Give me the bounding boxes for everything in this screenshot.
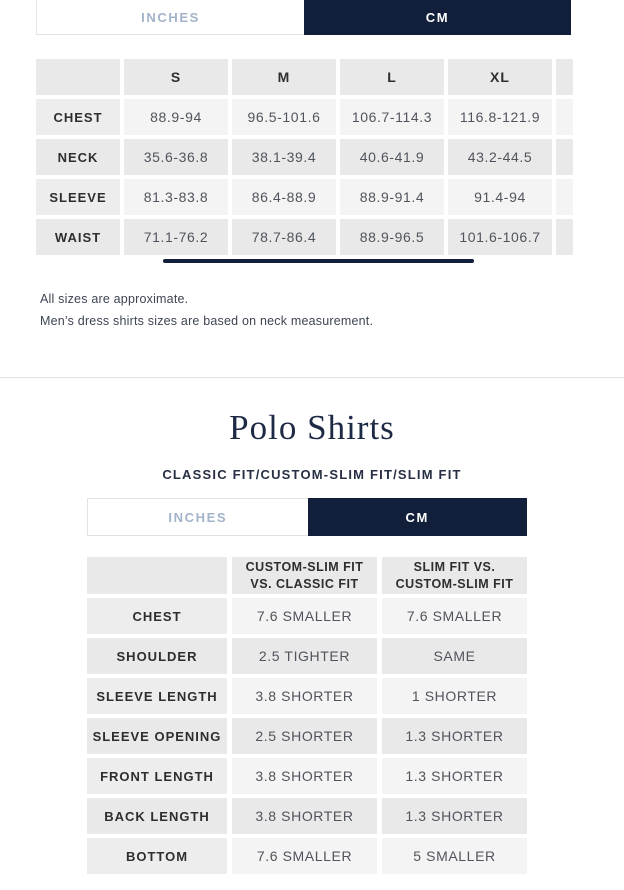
size-value: 81.3-83.8: [124, 179, 228, 215]
fit-value: 1.3 SHORTER: [382, 718, 527, 754]
size-value: 78.7-86.4: [232, 219, 336, 255]
row-label: CHEST: [36, 99, 120, 135]
row-label: WAIST: [36, 219, 120, 255]
fit-col-header-line2: CUSTOM-SLIM FIT: [395, 576, 514, 591]
corner-cell: [87, 557, 227, 594]
fit-value: SAME: [382, 638, 527, 674]
tab-cm[interactable]: [304, 0, 571, 35]
fit-value: 7.6 SMALLER: [232, 598, 377, 634]
size-col-header: M: [232, 59, 336, 95]
size-col-header: L: [340, 59, 444, 95]
size-value: 116.8-121.9: [448, 99, 552, 135]
size-value: 43.2-44.5: [448, 139, 552, 175]
polo-unit-tabs: [87, 498, 527, 536]
size-value: 86.4-88.9: [232, 179, 336, 215]
row-label: NECK: [36, 139, 120, 175]
fit-value: 7.6 SMALLER: [382, 598, 527, 634]
size-value: 88.9-96.5: [340, 219, 444, 255]
row-label: CHEST: [87, 598, 227, 634]
clipped-cell: [556, 99, 573, 135]
dress-shirts-size-table: [36, 59, 573, 256]
size-value: 106.7-114.3: [340, 99, 444, 135]
fit-value: 3.8 SHORTER: [232, 798, 377, 834]
fit-col-header: [382, 557, 527, 594]
size-value: 88.9-94: [124, 99, 228, 135]
size-value: 91.4-94: [448, 179, 552, 215]
tab-cm-label: CM: [425, 10, 450, 25]
note-sizes-approximate: All sizes are approximate.: [40, 292, 189, 306]
size-value: 101.6-106.7: [448, 219, 552, 255]
row-label: BACK LENGTH: [87, 798, 227, 834]
clipped-cell: [556, 179, 573, 215]
fit-col-header-line2: VS. CLASSIC FIT: [250, 576, 359, 591]
clipped-col-header: [556, 59, 573, 95]
row-label: SLEEVE LENGTH: [87, 678, 227, 714]
tab-inches[interactable]: [36, 0, 304, 35]
clipped-cell: [556, 139, 573, 175]
fit-value: 2.5 TIGHTER: [232, 638, 377, 674]
note-neck-measurement: Men’s dress shirts sizes are based on neck measurement.: [40, 314, 374, 328]
row-label: FRONT LENGTH: [87, 758, 227, 794]
polo-fits-subtitle: CLASSIC FIT/CUSTOM-SLIM FIT/SLIM FIT: [162, 467, 462, 482]
polo-fit-comparison-table: [87, 557, 527, 874]
fit-value: 1.3 SHORTER: [382, 798, 527, 834]
polo-shirts-title: Polo Shirts: [229, 408, 395, 447]
tab-inches[interactable]: [87, 498, 308, 536]
size-value: 88.9-91.4: [340, 179, 444, 215]
fit-value: 2.5 SHORTER: [232, 718, 377, 754]
size-value: 35.6-36.8: [124, 139, 228, 175]
fit-value: 1 SHORTER: [382, 678, 527, 714]
tab-inches-label: INCHES: [168, 509, 228, 525]
size-value: 96.5-101.6: [232, 99, 336, 135]
row-label: SLEEVE OPENING: [87, 718, 227, 754]
row-label: SHOULDER: [87, 638, 227, 674]
section-divider: [0, 377, 624, 378]
fit-col-header-line1: CUSTOM-SLIM FIT: [245, 560, 364, 575]
size-value: 40.6-41.9: [340, 139, 444, 175]
corner-cell: [36, 59, 120, 95]
fit-col-header: [232, 557, 377, 594]
size-col-header: XL: [448, 59, 552, 95]
row-label: BOTTOM: [87, 838, 227, 874]
dress-shirts-unit-tabs: [36, 0, 571, 35]
fit-value: 3.8 SHORTER: [232, 678, 377, 714]
tab-inches-label: INCHES: [141, 9, 200, 25]
fit-value: 3.8 SHORTER: [232, 758, 377, 794]
table-horizontal-scrollbar[interactable]: [163, 259, 474, 263]
fit-col-header-line1: SLIM FIT VS.: [413, 560, 496, 575]
size-value: 38.1-39.4: [232, 139, 336, 175]
size-value: 71.1-76.2: [124, 219, 228, 255]
tab-cm[interactable]: [308, 498, 528, 536]
clipped-cell: [556, 219, 573, 255]
fit-value: 7.6 SMALLER: [232, 838, 377, 874]
row-label: SLEEVE: [36, 179, 120, 215]
tab-cm-label: CM: [405, 509, 429, 525]
fit-value: 1.3 SHORTER: [382, 758, 527, 794]
fit-value: 5 SMALLER: [382, 838, 527, 874]
size-col-header: S: [124, 59, 228, 95]
